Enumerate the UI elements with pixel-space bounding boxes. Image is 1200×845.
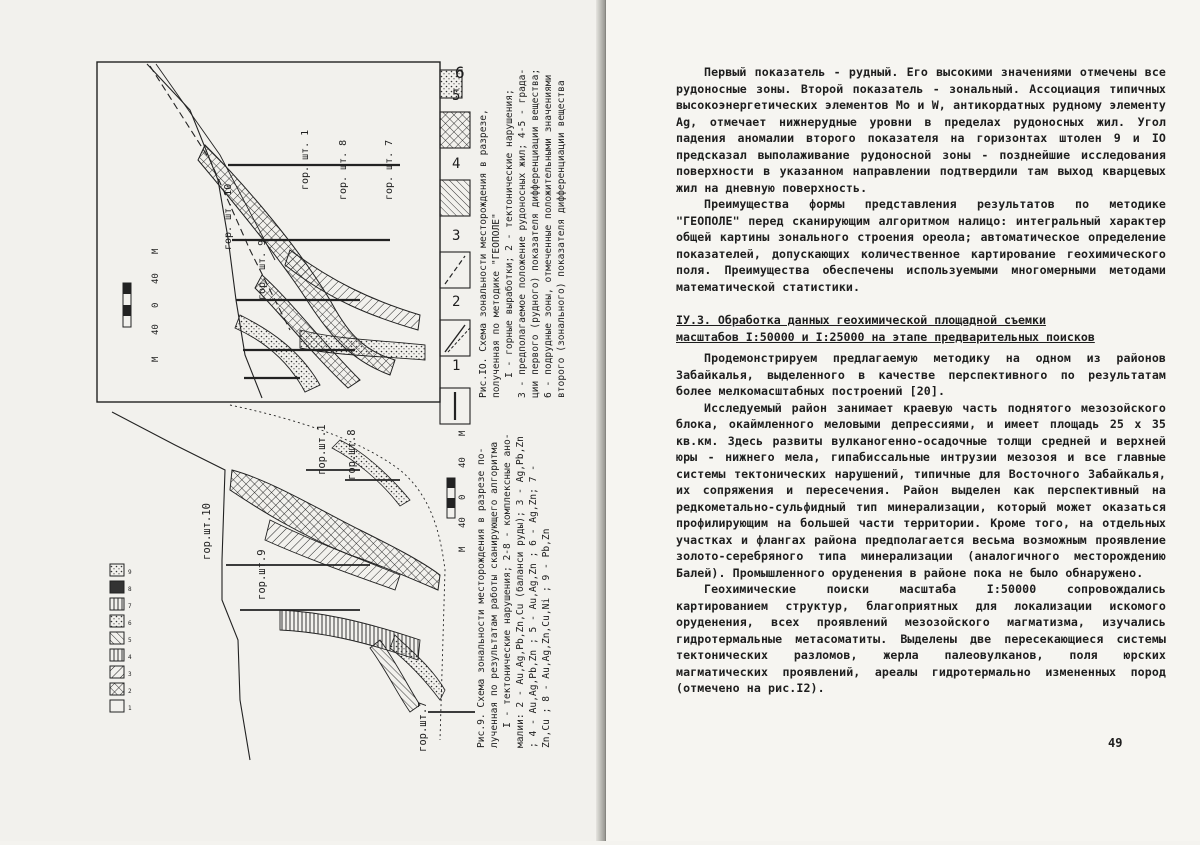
fig9-label-10: гор.шт.10 xyxy=(201,503,213,560)
svg-text:4: 4 xyxy=(128,654,132,661)
svg-text:0: 0 xyxy=(151,302,161,308)
figure-9 xyxy=(110,405,552,760)
paragraph-3: Продемонстрируем предлагаемую методику на одном из районов Забайкалья, выделенного в качестве перспективного по результатам более мелкомасштабных построений [20]. xyxy=(676,351,1166,398)
fig10-label-7: гор. шт. 7 xyxy=(384,139,395,200)
surface-line xyxy=(112,412,250,760)
fig10-scale-bar xyxy=(123,248,161,362)
svg-text:второго (зонального) показател: второго (зонального) показателя дифференциации вещества xyxy=(556,80,567,398)
svg-text:6: 6 xyxy=(455,63,465,82)
paragraph-1: Первый показатель - рудный. Его высокими значениями отмечены все рудоносные зоны. Второй показатель - зональный. Ассоциация типичных высокоэнергетических элементов Mo и W, антикордатных рудному элементу Ag, отмечает нижнерудные уровни в пределах рудоносных жил. Угол падения аномалии второго показателя на горизонтах штолен 9 и IO предсказал выполаживание рудоносной зоны - позднейшие исследования поверхности в указанном направлении подтвердили там выход кварцевых жил на дневную поверхность. xyxy=(676,65,1166,195)
surface-line xyxy=(147,64,262,398)
paragraph-5: Геохимические поиски масштаба I:50000 сопровождались картированием структур, благоприятных для локализации искомого оруденения, всех проявлений мезозойского магматизма, изучались гидротермальные метасоматиты. Выделены две пересекающиеся системы тектонических разломов, жерла палеовулканов, поля юрских магматических проявлений, ареалы гидротермально измененных пород (отмечено на рис.I2). xyxy=(676,582,1166,695)
fig9-legend xyxy=(110,564,132,712)
fig9-label-7: гор.шт.7 xyxy=(417,701,429,752)
svg-text:М: М xyxy=(458,430,468,436)
svg-text:М: М xyxy=(458,546,468,552)
fig10-label-1: гор. шт. 1 xyxy=(300,129,311,190)
svg-text:М: М xyxy=(151,248,161,254)
svg-text:4: 4 xyxy=(452,156,461,172)
svg-text:полученная по методике "ГЕОПОЛ: полученная по методике "ГЕОПОЛЕ" xyxy=(491,213,502,398)
fig10-caption xyxy=(478,69,567,398)
svg-text:Рис.IO. Схема зональности мест: Рис.IO. Схема зональности месторождения в разрезе, xyxy=(478,109,489,398)
svg-text:7: 7 xyxy=(128,603,132,610)
svg-text:9: 9 xyxy=(128,569,132,576)
svg-text:1: 1 xyxy=(128,705,132,712)
svg-text:лученная по результатам работы: лученная по результатам работы сканирующего алгоритма xyxy=(489,441,500,748)
anomaly-zone xyxy=(332,440,410,506)
section-heading xyxy=(676,312,1166,345)
fig9-scale-bar xyxy=(447,430,468,552)
svg-text:40: 40 xyxy=(458,517,468,528)
svg-text:I - тектонические нарушения; 2: I - тектонические нарушения; 2-8 - комплексные ано- xyxy=(502,433,513,728)
svg-text:Zn,Cu ; 8 - Au,Ag,Zn,Cu,Ni ;: Zn,Cu ; 8 - Au,Ag,Zn,Cu,Ni ; 9 - Pb,Zn xyxy=(541,528,552,748)
svg-text:2: 2 xyxy=(128,688,132,695)
fig9-label-8: гор.шт.8 xyxy=(346,429,358,480)
svg-text:40: 40 xyxy=(151,273,161,284)
text-block-top xyxy=(676,64,1166,295)
section-heading-line-1: IУ.3. Обработка данных геохимической площадной съемки xyxy=(676,313,1046,327)
text-block-bottom xyxy=(676,350,1166,697)
fig10-label-8: гор. шт. 8 xyxy=(338,139,349,200)
fig10-legend xyxy=(440,63,470,424)
fig9-caption xyxy=(476,433,552,748)
fig10-label-10: гор. шт. 10 xyxy=(223,183,234,250)
svg-text:; 4 - Au,Ag,Pb,Zn ; 5 - Au,Ag: ; 4 - Au,Ag,Pb,Zn ; 5 - Au,Ag,Zn ; 6 - Ag,Zn; 7 - xyxy=(528,464,539,748)
svg-text:Рис.9. Схема зональности место: Рис.9. Схема зональности месторождения в разрезе по- xyxy=(476,447,487,748)
svg-text:40: 40 xyxy=(151,324,161,335)
svg-text:3: 3 xyxy=(128,671,132,678)
svg-text:6: 6 xyxy=(128,620,132,627)
svg-text:6 - подрудные зоны, отмеченные: 6 - подрудные зоны, отмеченные положительными значениями xyxy=(543,74,554,398)
svg-text:1: 1 xyxy=(452,358,461,374)
paragraph-4: Исследуемый район занимает краевую часть поднятого мезозойского блока, окаймленного меловыми депрессиями, и имеет площадь 25 х 35 кв.км. Здесь развиты вулканогенно-осадочные толщи средней и верхней юры - нижнего мела, гипабиссальные интрузии мезозоя и все главные системы тектонических нарушений, типичные для Восточного Забайкалья, их сопряжения и пересечения. Район выделен как перспективный на редкометально-сульфидный тип минерализации, который может оказаться профилирующим на большей части территории. Кроме того, на отдельных участках и флангах района предполагается весьма возможным проявление золото-серебряного типа минерализации (аналогичного месторождению Балей). Промышленного оруденения в районе пока не было обнаружено. xyxy=(676,400,1166,580)
svg-text:3 - предполагаемое положение р: 3 - предполагаемое положение рудоносных жил; 4-5 - града- xyxy=(517,68,528,398)
svg-text:3: 3 xyxy=(452,228,461,244)
svg-text:малии: 2 - Au,Ag,Pb,Zn,Cu (б: малии: 2 - Au,Ag,Pb,Zn,Cu (баланси руды); 3 - Ag,Pb,Zn xyxy=(515,436,526,748)
svg-text:8: 8 xyxy=(128,586,132,593)
right-page xyxy=(606,0,1200,841)
svg-text:0: 0 xyxy=(458,494,468,500)
fig9-label-9: гор.шт.9 xyxy=(256,549,268,600)
svg-text:ции первого (рудного) показате: ции первого (рудного) показателя дифференциации вещества; xyxy=(530,68,541,398)
fig10-label-9: гор. шт. 9 xyxy=(257,239,268,300)
figure-10 xyxy=(97,62,567,424)
paragraph-2: Преимущества формы представления результатов по методике "ГЕОПОЛЕ" перед сканирующим алгоритмом налицо: интегральный характер общей картины зонального строения ореола; автоматическое определение показателей, допускающих количественное картирование геохимического поля. Преимущества обеспечены используемыми многомерными методами математической статистики. xyxy=(676,197,1166,294)
svg-text:М: М xyxy=(151,356,161,362)
svg-text:I - горные выработки; 2 - тект: I - горные выработки; 2 - тектонические нарушения; xyxy=(504,89,515,378)
svg-text:5: 5 xyxy=(128,637,132,644)
fig9-label-1: гор.шт.1 xyxy=(316,424,328,475)
page-number: 49 xyxy=(1108,736,1123,750)
svg-text:40: 40 xyxy=(458,457,468,468)
section-heading-line-2: масштабов I:50000 и I:25000 на этапе предварительных поисков xyxy=(676,329,1095,344)
svg-text:2: 2 xyxy=(452,294,461,310)
